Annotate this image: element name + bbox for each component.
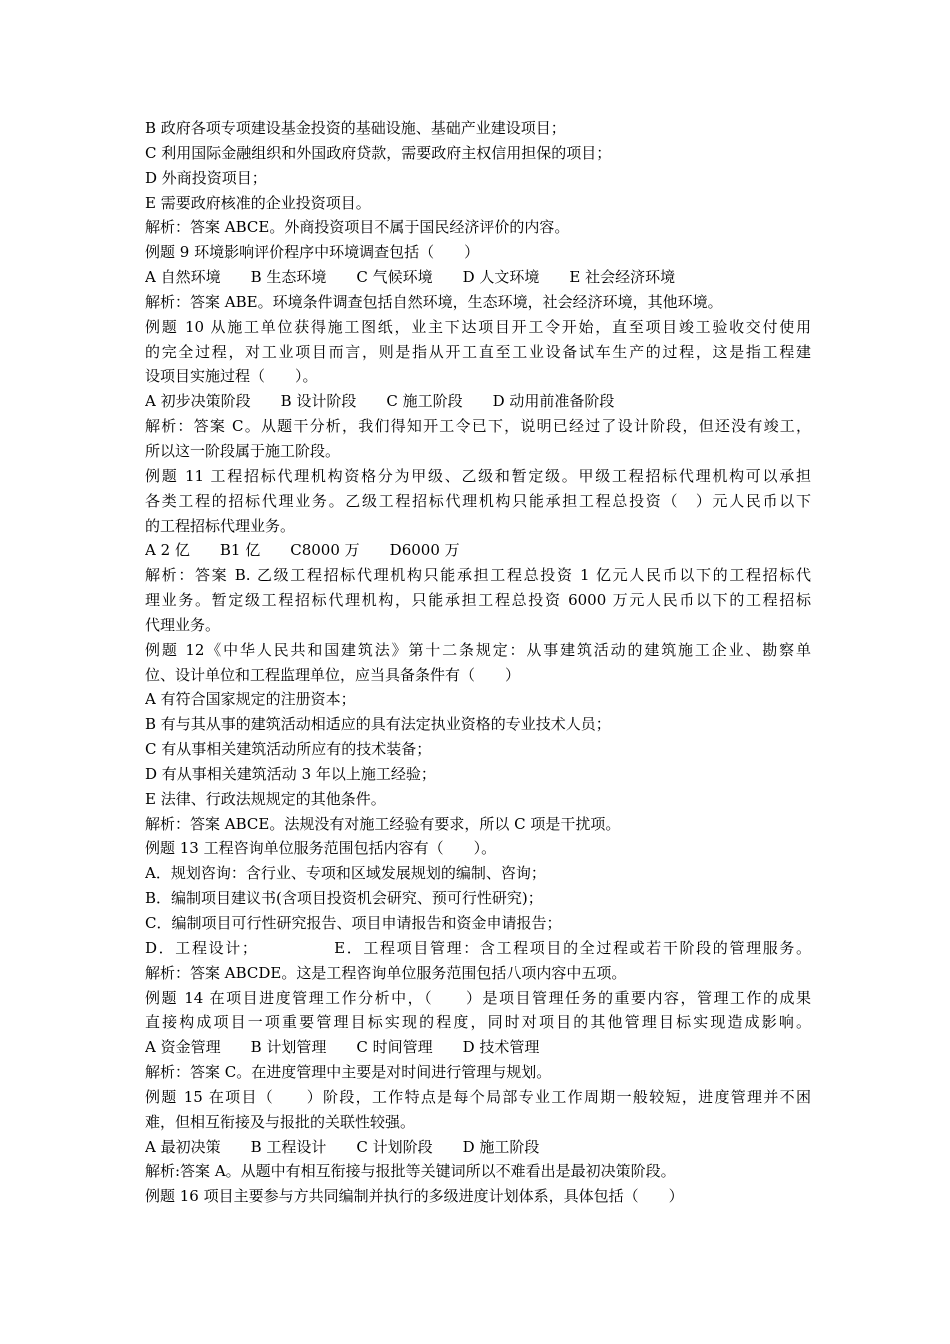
text-line: 解析：答案 B. 乙级工程招标代理机构只能承担工程总投资 1 亿元人民币以下的工程招标代 bbox=[145, 566, 811, 585]
question-heading: 例题 12《中华人民共和国建筑法》第十二条规定：从事建筑活动的建筑施工企业、勘察单 bbox=[145, 640, 811, 659]
text-line: 难，但相互衔接及与报批的关联性较强。 bbox=[145, 1112, 416, 1131]
text-line: 解析：答案 C。从题干分析，我们得知开工令已下，说明已经过了设计阶段，但还没有竣工， bbox=[145, 417, 811, 436]
text-line: D 外商投资项目； bbox=[145, 168, 267, 187]
question-heading: 例题 10 从施工单位获得施工图纸，业主下达项目开工令开始，直至项目竣工验收交付使用 bbox=[145, 317, 811, 336]
text-line: B．编制项目建议书(含项目投资机会研究、预可行性研究)； bbox=[145, 889, 543, 908]
text-line: E 法律、行政法规规定的其他条件。 bbox=[145, 789, 386, 808]
text-line: 位、设计单位和工程监理单位，应当具备条件有（ ） bbox=[145, 665, 521, 684]
text-line: 解析:答案 A。从题中有相互衔接与报批等关键词所以不难看出是最初决策阶段。 bbox=[145, 1162, 676, 1181]
text-line: E 需要政府核准的企业投资项目。 bbox=[145, 193, 371, 212]
text-line: 直接构成项目一项重要管理目标实现的程度，同时对项目的其他管理目标实现造成影响。 bbox=[145, 1013, 811, 1032]
text-line: D 有从事相关建筑活动 3 年以上施工经验； bbox=[145, 764, 436, 783]
answer-options: A 2 亿 B1 亿 C8000 万 D6000 万 bbox=[145, 541, 460, 560]
question-heading: 例题 14 在项目进度管理工作分析中，（ ）是项目管理任务的重要内容，管理工作的成果 bbox=[145, 988, 811, 1007]
text-line: C．编制项目可行性研究报告、项目申请报告和资金申请报告； bbox=[145, 914, 562, 932]
text-line: 理业务。暂定级工程招标代理机构，只能承担工程总投资 6000 万元人民币以下的工程招标 bbox=[145, 591, 811, 610]
text-line: 解析：答案 ABE。环境条件调查包括自然环境，生态环境，社会经济环境，其他环境。 bbox=[145, 292, 723, 311]
text-line: A．规划咨询：含行业、专项和区域发展规划的编制、咨询； bbox=[145, 864, 546, 883]
text-line: 代理业务。 bbox=[145, 615, 221, 634]
text-line: B 政府各项专项建设基金投资的基础设施、基础产业建设项目； bbox=[145, 119, 566, 137]
text-line: D．工程设计； E．工程项目管理：含工程项目的全过程或若干阶段的管理服务。 bbox=[145, 938, 811, 957]
question-heading: 例题 11 工程招标代理机构资格分为甲级、乙级和暂定级。甲级工程招标代理机构可以承担 bbox=[145, 466, 811, 485]
text-line: 解析：答案 ABCE。外商投资项目不属于国民经济评价的内容。 bbox=[145, 218, 570, 237]
text-line: B 有与其从事的建筑活动相适应的具有法定执业资格的专业技术人员； bbox=[145, 715, 611, 734]
answer-options: A 自然环境 B 生态环境 C 气候环境 D 人文环境 E 社会经济环境 bbox=[145, 268, 676, 287]
text-line: A 有符合国家规定的注册资本； bbox=[145, 690, 356, 709]
text-line: 设项目实施过程（ ）。 bbox=[145, 367, 318, 386]
text-line: 解析：答案 ABCDE。这是工程咨询单位服务范围包括八项内容中五项。 bbox=[145, 963, 627, 982]
answer-options: A 初步决策阶段 B 设计阶段 C 施工阶段 D 动用前准备阶段 bbox=[145, 392, 615, 411]
document-page bbox=[145, 116, 811, 1209]
text-line: 的完全过程，对工业项目而言，则是指从开工直至工业设备试车生产的过程，这是指工程建 bbox=[145, 342, 811, 361]
text-line: 各类工程的招标代理业务。乙级工程招标代理机构只能承担工程总投资（ ）元人民币以下 bbox=[145, 491, 811, 510]
text-line: 的工程招标代理业务。 bbox=[145, 516, 296, 535]
text-line: 解析：答案 C。在进度管理中主要是对时间进行管理与规划。 bbox=[145, 1063, 552, 1082]
question-heading: 例题 13 工程咨询单位服务范围包括内容有（ ）。 bbox=[145, 839, 497, 858]
question-heading: 例题 15 在项目（ ）阶段，工作特点是每个局部专业工作周期一般较短，进度管理并不困 bbox=[145, 1087, 811, 1106]
text-line: C 利用国际金融组织和外国政府贷款，需要政府主权信用担保的项目； bbox=[145, 143, 612, 162]
text-line: 所以这一阶段属于施工阶段。 bbox=[145, 441, 341, 460]
question-heading: 例题 16 项目主要参与方共同编制并执行的多级进度计划体系，具体包括（ ） bbox=[145, 1187, 684, 1206]
answer-options: A 资金管理 B 计划管理 C 时间管理 D 技术管理 bbox=[145, 1038, 540, 1057]
text-line: 解析：答案 ABCE。法规没有对施工经验有要求，所以 C 项是干扰项。 bbox=[145, 814, 621, 833]
text-line: C 有从事相关建筑活动所应有的技术装备； bbox=[145, 740, 432, 759]
answer-options: A 最初决策 B 工程设计 C 计划阶段 D 施工阶段 bbox=[145, 1137, 540, 1156]
question-heading: 例题 9 环境影响评价程序中环境调查包括（ ） bbox=[145, 243, 480, 262]
